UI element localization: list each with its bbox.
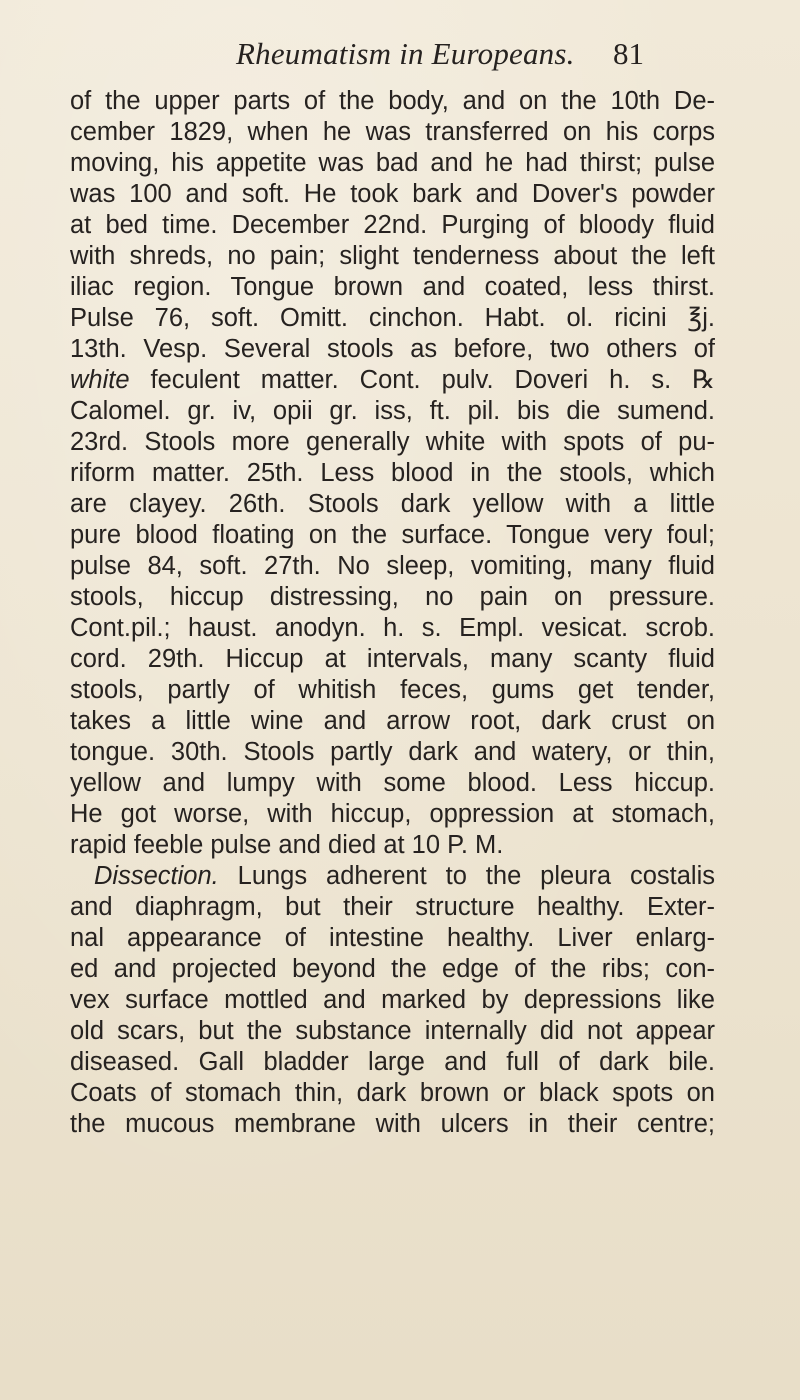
text-line-rest: Lungs adherent to the pleura costalis [237,862,715,890]
text-line: of the upper parts of the body, and on the 10th De- [70,87,715,115]
text-line: was 100 and soft. He took bark and Dover's powder [70,180,715,208]
text-line: at bed time. December 22nd. Purging of bloody fluid [70,211,715,239]
text-line-with-italic [70,861,715,892]
text-line: are clayey. 26th. Stools dark yellow with a little [70,490,715,518]
text-line: stools, partly of whitish feces, gums get tender, [70,676,715,704]
text-line: vex surface mottled and marked by depressions like [70,986,715,1014]
text-line: with shreds, no pain; slight tenderness about the left [70,242,715,270]
text-line: Calomel. gr. iv, opii gr. iss, ft. pil. bis die sumend. [70,397,715,425]
text-line: pure blood floating on the surface. Tongue very foul; [70,521,715,549]
text-line: pulse 84, soft. 27th. No sleep, vomiting, many fluid [70,552,715,580]
text-line: stools, hiccup distressing, no pain on pressure. [70,583,715,611]
text-line: He got worse, with hiccup, oppression at stomach, [70,800,715,828]
text-line-rest: feculent matter. Cont. pulv. Doveri h. s. ℞ [150,366,715,394]
text-line: takes a little wine and arrow root, dark crust on [70,707,715,735]
text-line: yellow and lumpy with some blood. Less hiccup. [70,769,715,797]
italic-heading-dissection: Dissection. [94,862,219,890]
text-line: rapid feeble pulse and died at 10 P. M. [70,831,504,859]
text-line: ed and projected beyond the edge of the ribs; con- [70,955,715,983]
text-line: diseased. Gall bladder large and full of dark bile. [70,1048,715,1076]
text-line: cember 1829, when he was transferred on his corps [70,118,715,146]
text-line: tongue. 30th. Stools partly dark and watery, or thin, [70,738,715,766]
italic-word-white: white [70,366,130,394]
text-line: cord. 29th. Hiccup at intervals, many scanty fluid [70,645,715,673]
text-line: the mucous membrane with ulcers in their centre; [70,1110,715,1138]
text-line: moving, his appetite was bad and he had thirst; pulse [70,149,715,177]
running-title: Rheumatism in Europeans. [236,36,575,71]
text-line: riform matter. 25th. Less blood in the stools, which [70,459,715,487]
text-line: Cont.pil.; haust. anodyn. h. s. Empl. vesicat. scrob. [70,614,715,642]
text-line: 13th. Vesp. Several stools as before, two others of [70,335,715,363]
text-line-with-italic [70,365,715,396]
running-head [0,36,800,76]
text-line: nal appearance of intestine healthy. Liver enlarg- [70,924,715,952]
text-line: 23rd. Stools more generally white with spots of pu- [70,428,715,456]
page-number: 81 [613,36,644,71]
text-line: old scars, but the substance internally did not appear [70,1017,715,1045]
text-line: iliac region. Tongue brown and coated, less thirst. [70,273,715,301]
text-line: Coats of stomach thin, dark brown or black spots on [70,1079,715,1107]
body-text [70,86,715,1140]
text-line: and diaphragm, but their structure healthy. Exter- [70,893,715,921]
text-line: Pulse 76, soft. Omitt. cinchon. Habt. ol. ricini ℥j. [70,304,715,332]
